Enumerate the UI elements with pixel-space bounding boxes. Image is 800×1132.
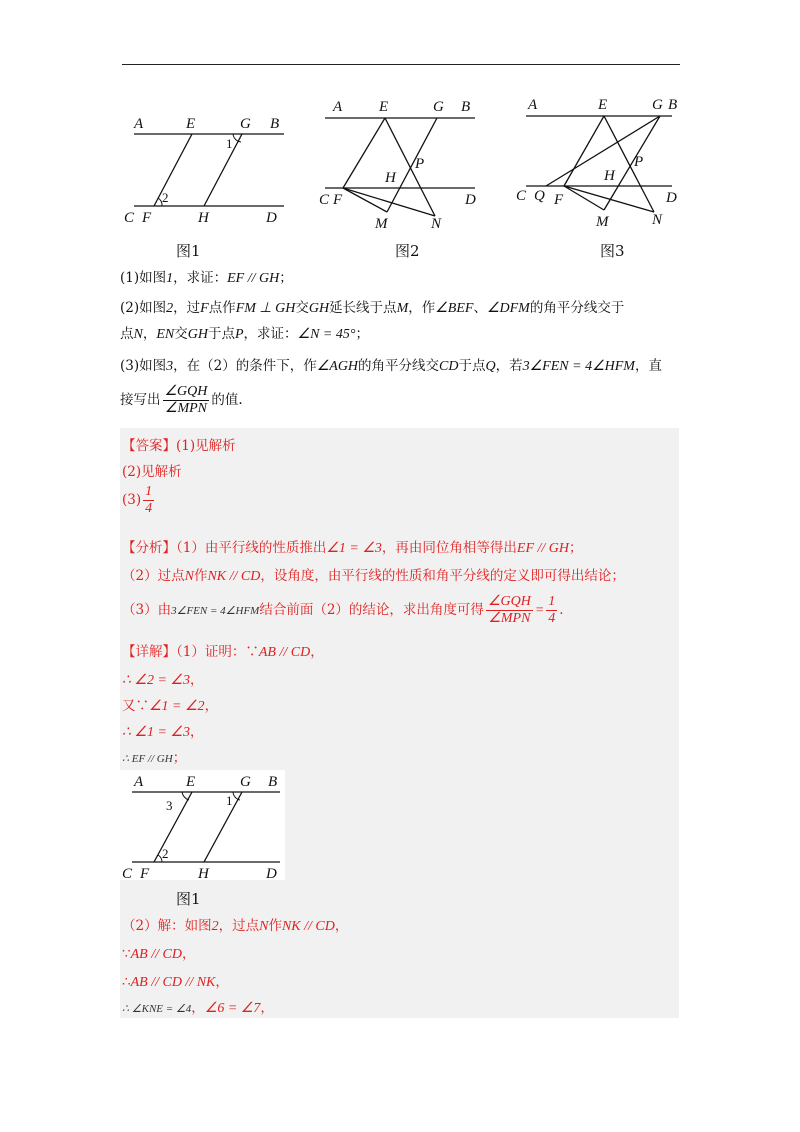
fig1b-label: D [266, 866, 277, 880]
fig1-label: 2 [162, 190, 169, 205]
fig2-label: E [379, 99, 389, 115]
fig1b-label: H [198, 866, 209, 880]
fig3-label: M [596, 214, 609, 230]
figure-1-repeat-diagram [120, 770, 285, 880]
fig1b-label: B [268, 774, 278, 790]
fig2-label: H [385, 170, 396, 186]
detail-line-4: ∴ ∠1 = ∠3， [122, 724, 204, 740]
fig2-label: G [433, 99, 444, 115]
fig3-label: E [598, 97, 608, 113]
fig2-label: A [333, 99, 343, 115]
fig1b-label: E [186, 774, 196, 790]
fig1b-label: 1 [226, 793, 233, 808]
top-rule [122, 64, 680, 65]
figure-1-repeat-caption: 图1 [176, 890, 201, 908]
fig1b-label: F [140, 866, 150, 880]
fig2-label: B [461, 99, 471, 115]
figure-2-caption: 图2 [395, 242, 420, 260]
fig3-label: B [668, 97, 678, 113]
fig3-label: H [604, 168, 615, 184]
question-3-line2: 接写出 $\frac{\text{∠GQH}}{\text{∠MPN}}$ 的值. [120, 384, 243, 416]
figure-3-caption: 图3 [600, 242, 625, 260]
fig1b-label: A [134, 774, 144, 790]
fig1-label: A [134, 116, 144, 132]
fig3-label: F [554, 192, 564, 208]
figure-1-caption: 图1 [176, 242, 201, 260]
figure-1 [120, 108, 300, 228]
question-2-line2: 点N，EN交GH于点P，求证：∠N = 45°； [120, 326, 369, 342]
fig1-label: E [186, 116, 196, 132]
detail2-line-2: ∵AB // CD， [122, 946, 196, 962]
fig2-label: C [319, 192, 330, 208]
figure-3-diagram [512, 94, 687, 234]
detail-line-2: ∴ ∠2 = ∠3， [122, 672, 204, 688]
figure-2 [315, 94, 485, 234]
question-1: (1)如图1，求证：EF // GH； [120, 270, 293, 286]
fig2-label: F [333, 192, 343, 208]
fig3-label: G [652, 97, 663, 113]
analysis-line-3: （3）由3∠FEN = 4∠HFM结合前面（2）的结论，求出角度可得 $\frac{\text{∠GQH}}{\text{∠MPN}}$ = $\frac{1}{4}$ . [122, 594, 564, 626]
fig2-label: N [431, 216, 442, 232]
figure-3 [512, 94, 687, 234]
figure-1-diagram [120, 108, 300, 228]
detail-line-5: ∴ EF // GH； [122, 750, 187, 766]
fig2-label: D [465, 192, 476, 208]
fig2-label: M [375, 216, 388, 232]
fig1-label: G [240, 116, 251, 132]
detail-line-1: 【详解】（1）证明：∵AB // CD， [122, 644, 324, 660]
fig1b-label: 2 [162, 846, 169, 861]
analysis-line-1: 【分析】（1）由平行线的性质推出∠1 = ∠3，再由同位角相等得出EF // GH； [122, 540, 583, 556]
fig3-label: A [528, 97, 538, 113]
fig1-label: D [266, 210, 277, 226]
fig3-label: P [634, 154, 644, 170]
fig1-label: H [198, 210, 209, 226]
answer-line: (2)见解析 [122, 464, 182, 480]
fig1b-label: G [240, 774, 251, 790]
analysis-line-2: （2）过点N作NK // CD，设角度，由平行线的性质和角平分线的定义即可得出结论； [122, 568, 625, 584]
detail2-line-3: ∴AB // CD // NK， [122, 974, 229, 990]
fig1-label: C [124, 210, 135, 226]
fig2-label: P [415, 156, 425, 172]
question-2-line1: (2)如图2，过F点作FM ⊥ GH交GH延长线于点M，作∠BEF、∠DFM的角平分线交于 [120, 300, 625, 316]
fig1b-label: C [122, 866, 133, 880]
figure-1-repeat [120, 770, 285, 880]
fig1-label: B [270, 116, 280, 132]
detail2-line-1: （2）解：如图2，过点N作NK // CD， [122, 918, 349, 934]
fig1-label: 1 [226, 136, 233, 151]
detail-line-3: 又∵∠1 = ∠2， [122, 698, 219, 714]
fig1b-label: 3 [166, 798, 173, 813]
detail2-line-4: ∴ ∠KNE = ∠4，∠6 = ∠7， [122, 1000, 274, 1016]
fig3-label: D [666, 190, 677, 206]
answer-line: (3) $\frac{1}{4}$ [122, 484, 153, 516]
fig3-label: C [516, 188, 527, 204]
answer-line: 【答案】(1)见解析 [122, 438, 236, 454]
figure-2-diagram [315, 94, 485, 234]
fig3-label: N [652, 212, 663, 228]
fig1-label: F [142, 210, 152, 226]
fig3-label: Q [534, 188, 545, 204]
question-3-line1: (3)如图3，在（2）的条件下，作∠AGH的角平分线交CD于点Q，若3∠FEN = 4∠HFM，直 [120, 358, 662, 374]
